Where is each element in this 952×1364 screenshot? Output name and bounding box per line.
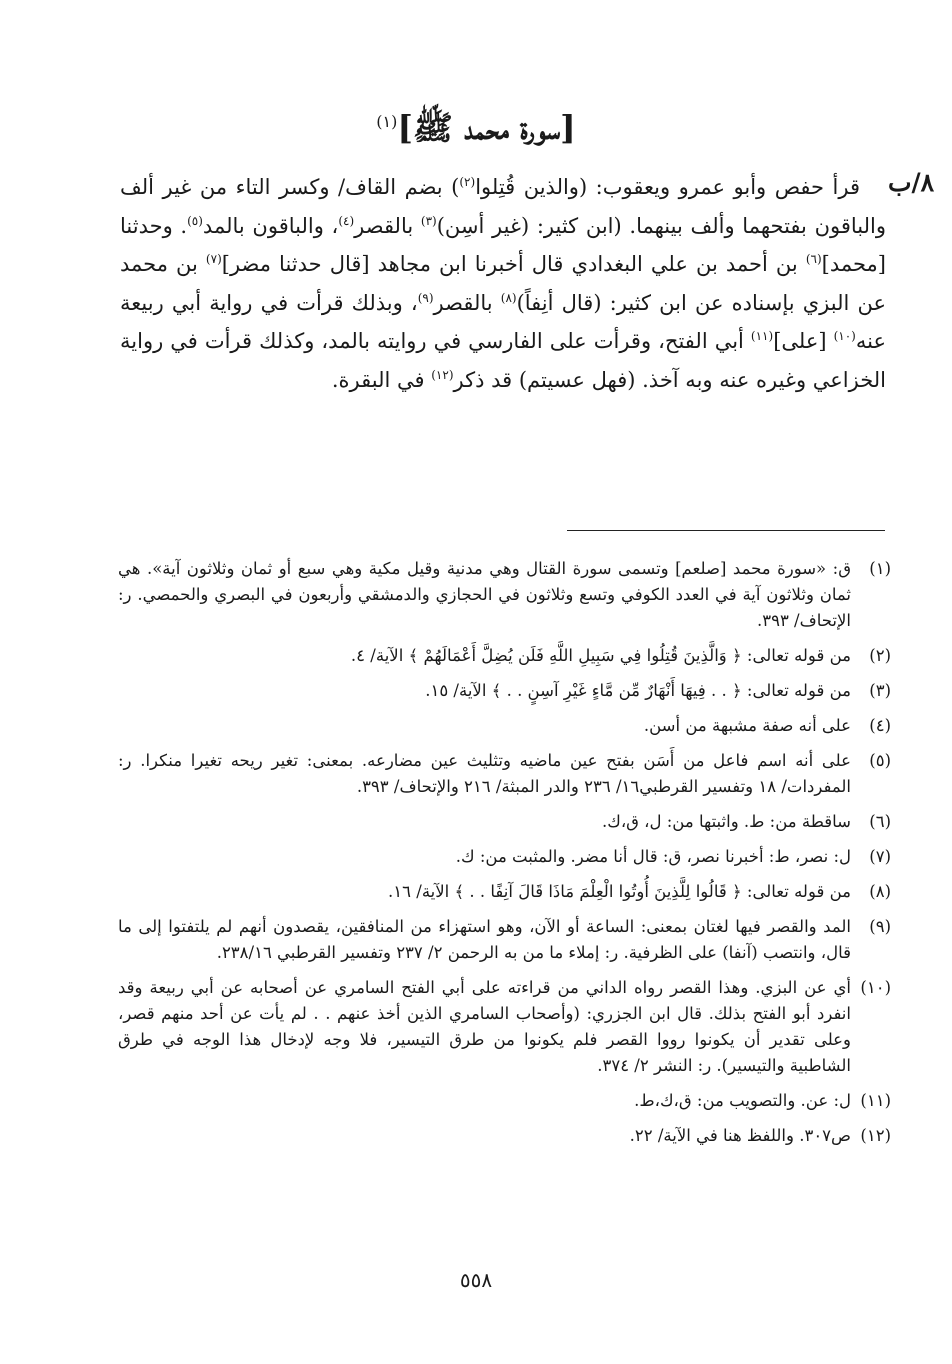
footnote-ref: (٢) xyxy=(459,175,476,189)
footnote xyxy=(118,643,891,669)
surah-title xyxy=(0,108,952,156)
footnote xyxy=(118,713,891,739)
footnote-text: أي عن البزي. وهذا القصر رواه الداني من قراءته على أبي الفتح السامري عن أصحابه عن أبي ربيعة وقد انفرد أبو الفتح بذلك. قال ابن الجزري: (وأصحاب السامري الذين أخذ عنهم . . لم يأت عن أحد منهم قصر، وعلى تقدير أن يكونوا رووا القصر فلم يكونوا من طرق التيسير، فلا وجه لإدخال هذا الوجه في طرق الشاطبية والتيسير). ر: النشر ٢/ ٣٧٤. xyxy=(118,978,851,1075)
text-segment: بالقصر xyxy=(354,213,421,238)
text-segment: قرأ حفص وأبو عمرو ويعقوب: (والذين قُتِلوا xyxy=(475,175,861,199)
footnote-text: ق: «سورة محمد [صلعم] وتسمى سورة القتال وهي مدنية وقيل مكية وهي سبع أو ثمان وثلاثون آية». هي ثمان وثلاثون آية في العدد الكوفي وتسع وثلاثون في الحجازي والدمشقي وأربعون في البصري والحمصي. ر: الإتحاف/ ٣٩٣. xyxy=(118,559,851,630)
footnote-ref: (١٢) xyxy=(431,367,454,382)
footnote-text: المد والقصر فيها لغتان بمعنى: الساعة أو الآن، وهو استهزاء من المنافقين، يقصدون أنهم لم يلتفتوا إلى ما قال، وانتصب (آنفا) على الظرفية. ر: إملاء ما من به الرحمن ٢/ ٢٣٧ وتفسير القرطبي ٢٣٨/١٦. xyxy=(118,917,851,962)
footnote xyxy=(118,914,891,966)
footnote-number: (١١) xyxy=(860,1091,891,1110)
footnote-text: ل: عن. والتصويب من: ق،ك،ط. xyxy=(634,1091,851,1110)
footnote xyxy=(118,1123,891,1149)
text-segment: . وحدثنا [محمد] xyxy=(120,213,886,276)
footnote-text: من قوله تعالى: ﴿ . . فِيهَا أَنْهَارٌ مِّن مَّاءٍ غَيْرِ آسِنٍ . . ﴾ الآية/ ١٥. xyxy=(425,681,851,700)
footnote-divider xyxy=(567,530,885,531)
footnote-ref: (٨) xyxy=(500,290,517,305)
page-number: ٥٥٨ xyxy=(459,1268,493,1292)
footnote-number: (١٠) xyxy=(860,978,891,997)
folio-marker: ٨/ب xyxy=(888,168,935,197)
footnote-number: (٦) xyxy=(869,812,891,831)
footnote xyxy=(118,879,891,905)
text-segment: ) بضم القاف/ وكسر التاء من غير ألف والباقون بفتحهما وألف بينهما. (ابن كثير: (غير أسِن) xyxy=(120,175,886,238)
main-paragraph xyxy=(120,168,886,399)
footnote-ref: (٦) xyxy=(805,252,822,266)
footnote-ref: (٤) xyxy=(338,213,355,228)
footnote-text: ص٣٠٧. واللفظ هنا في الآية/ ٢٢. xyxy=(629,1126,851,1145)
footnote-text: على أنه اسم فاعل من أَسَن بفتح عين ماضيه وتثليث عين مضارعه. بمعنى: تغير ريحه تغيرا منكرا. ر: المفردات/ ١٨ وتفسير القرطبي١٦/ ٢٣٦ والدر المبثة/ ٢١٦ والإتحاف/ ٣٩٣. xyxy=(118,751,851,796)
text-segment: ، والباقون بالمد xyxy=(202,213,339,238)
footnote-ref: (٣) xyxy=(420,213,437,228)
footnote-number: (٧) xyxy=(869,847,891,866)
footnote-ref: (٧) xyxy=(205,252,222,266)
footnote-number: (١) xyxy=(869,559,891,578)
footnote-number: (٢) xyxy=(869,646,891,665)
footnote-text: من قوله تعالى: ﴿ وَالَّذِينَ قُتِلُوا فِي سَبِيلِ اللَّهِ فَلَن يُضِلَّ أَعْمَالَهُمْ ﴾ الآية/ ٤. xyxy=(350,646,851,665)
footnote-text: ل: نصر، ط: أخبرنا نصر، ق: قال أنا مضر. والمثبت من: ك. xyxy=(455,847,851,866)
footnote xyxy=(118,844,891,870)
footnote-text: على أنه صفة مشبهة من أسن. xyxy=(643,716,851,735)
footnote-ref: (١١) xyxy=(750,329,774,343)
footnote-ref: (١٠) xyxy=(833,329,856,343)
main-text xyxy=(120,168,886,399)
footnotes xyxy=(118,556,891,1158)
text-segment: [على] xyxy=(773,329,834,353)
footnote-ref: (٩) xyxy=(417,290,434,305)
footnote-number: (٨) xyxy=(869,882,891,901)
footnote-number: (٣) xyxy=(869,681,891,700)
footnote-number: (٥) xyxy=(869,751,891,770)
footnote xyxy=(118,748,891,800)
footnote-number: (٤) xyxy=(869,716,891,735)
footnote-number: (١٢) xyxy=(860,1126,891,1145)
footnote-text: من قوله تعالى: ﴿ قَالُوا لِلَّذِينَ أُوتُوا الْعِلْمَ مَاذَا قَالَ آنِفًا . . ﴾ الآية/ ١٦. xyxy=(388,882,851,901)
footnote-number: (٩) xyxy=(869,917,891,936)
text-segment: بن محمد عن البزي بإسناده عن ابن كثير: (قال أنِفاً) xyxy=(120,252,886,315)
text-segment: بالقصر xyxy=(433,290,501,315)
footnote xyxy=(118,556,891,634)
text-segment: بن أحمد بن علي البغدادي قال أخبرنا ابن مجاهد [قال حدثنا مضر] xyxy=(221,252,806,276)
footnote-ref: (٥) xyxy=(187,213,203,228)
footnote xyxy=(118,809,891,835)
footnote xyxy=(118,975,891,1079)
footnote-text: ساقطة من: ط. واثبتها من: ل، ق،ك. xyxy=(601,812,851,831)
footnote xyxy=(118,1088,891,1114)
surah-title-text: [سورة محمد ﷺ] xyxy=(397,108,576,147)
text-segment: أبي الفتح، وقرأت على الفارسي في روايته بالمد، وكذلك قرأت في رواية الخزاعي وغيره عنه وبه آخذ. (فهل عسيتم) قد ذكر xyxy=(120,329,886,392)
footnote xyxy=(118,678,891,704)
footnote-ref: (١) xyxy=(376,112,398,131)
text-segment: ، وبذلك قرأت في رواية أبي ربيعة عنه xyxy=(120,290,886,353)
text-segment: في البقرة. xyxy=(331,367,432,392)
